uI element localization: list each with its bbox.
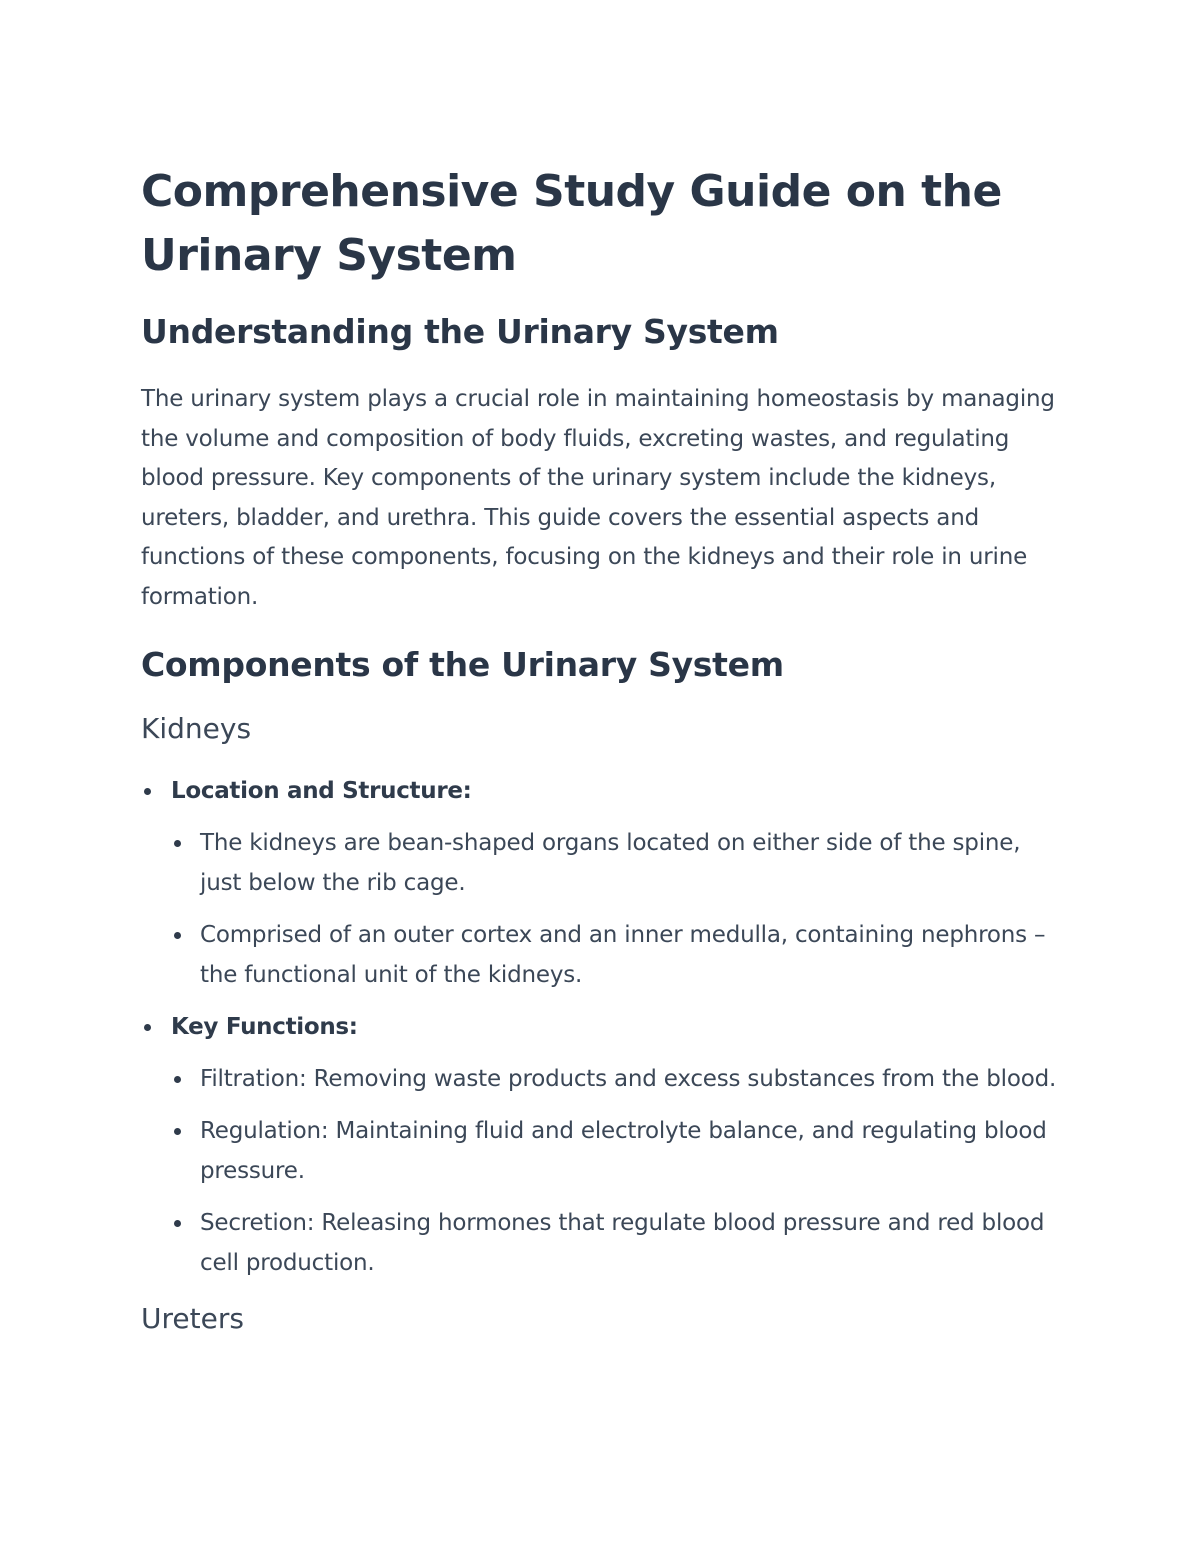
- list-item: [141, 771, 1061, 995]
- list-item: [171, 1059, 1061, 1099]
- bullet-icon: [174, 1076, 181, 1083]
- item-text: Regulation: Maintaining fluid and electrolyte balance, and regulating blood pressure.: [200, 1118, 1047, 1184]
- subheading-ureters: Ureters: [141, 1302, 244, 1335]
- intro-paragraph: The urinary system plays a crucial role in maintaining homeostasis by managing the volume and composition of body fluids, excreting wastes, and regulating blood pressure. Key components of the urinary system include the kidneys, ureters, bladder, and urethra. This guide covers the essential aspects and functions of these components, focusing on the kidneys and their role in urine formation.: [141, 386, 1055, 610]
- bullet-icon: [174, 840, 181, 847]
- item-text: Comprised of an outer cortex and an inner medulla, containing nephrons – the functional unit of the kidneys.: [200, 922, 1046, 988]
- document-title: Comprehensive Study Guide on the Urinary System: [141, 166, 1002, 281]
- section-heading-components: Components of the Urinary System: [141, 645, 784, 684]
- bullet-icon: [174, 1220, 181, 1227]
- item-text: The kidneys are bean-shaped organs located on either side of the spine, just below the rib cage.: [200, 830, 1021, 896]
- section-heading-understanding: Understanding the Urinary System: [141, 312, 779, 351]
- list-item: [171, 915, 1061, 995]
- bullet-icon: [174, 932, 181, 939]
- item-label: Location and Structure:: [171, 778, 472, 804]
- item-text: Secretion: Releasing hormones that regulate blood pressure and red blood cell production.: [200, 1210, 1045, 1276]
- list-item: [171, 1203, 1061, 1283]
- sub-list: [171, 823, 1061, 995]
- bullet-icon: [174, 1128, 181, 1135]
- list-item: [141, 1007, 1061, 1283]
- item-text: Filtration: Removing waste products and excess substances from the blood.: [200, 1066, 1057, 1092]
- sub-list: [171, 1059, 1061, 1283]
- subheading-kidneys: Kidneys: [141, 712, 252, 745]
- list-item: [171, 823, 1061, 903]
- kidneys-list: [141, 771, 1061, 1283]
- document-page: [141, 160, 1061, 1339]
- item-label: Key Functions:: [171, 1014, 358, 1040]
- list-item: [171, 1111, 1061, 1191]
- bullet-icon: [144, 1024, 151, 1031]
- bullet-icon: [144, 788, 151, 795]
